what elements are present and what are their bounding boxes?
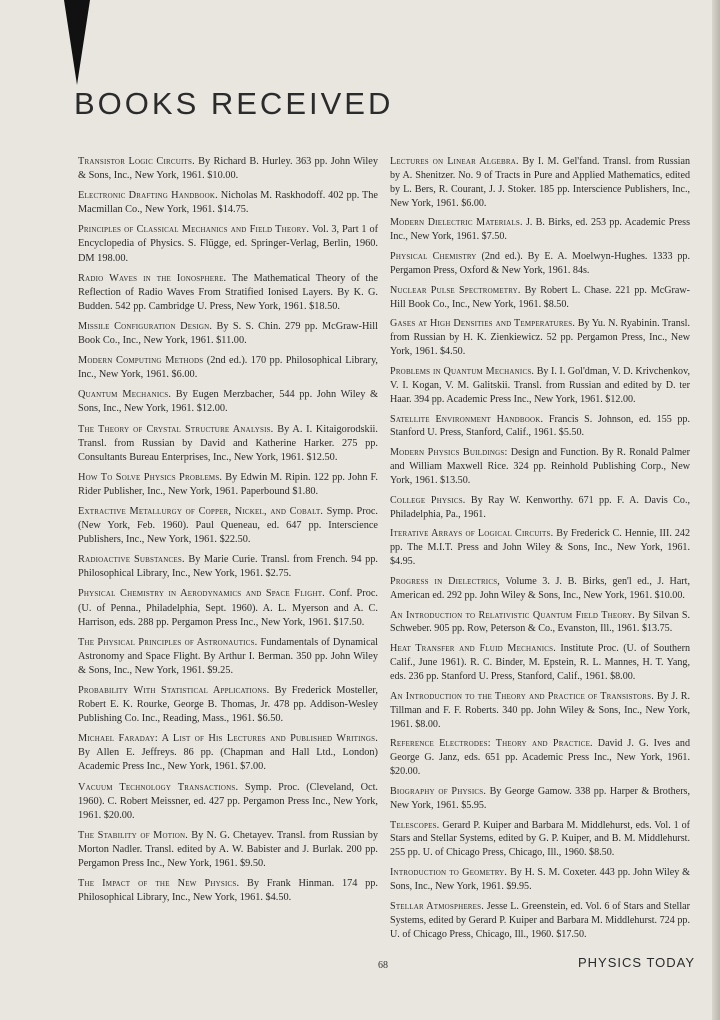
book-entry [390, 446, 690, 488]
book-entry [78, 587, 378, 629]
book-entry [78, 272, 378, 314]
book-entry [78, 189, 378, 217]
book-details: By Marie Curie. Transl. from French. 94 pp. Philosophical Library, Inc., New York, 1961. $2.75. [78, 554, 378, 580]
book-title: Problems in Quantum Mechanics. [390, 365, 535, 377]
book-details: By Frederick Mosteller, Robert E. K. Rourke, George B. Thomas, Jr. 478 pp. Addison-Wesley Publishing Co. Inc., Reading, Mass., 1961. $6.50. [78, 685, 379, 725]
book-title: The Theory of Crystal Structure Analysis. [78, 423, 274, 435]
book-entry [78, 732, 378, 774]
book-title: Principles of Classical Mechanics and Field Theory. [78, 224, 310, 236]
book-entry [78, 320, 378, 348]
book-entry [390, 609, 690, 637]
book-entry [78, 781, 378, 823]
book-title: Probability With Statistical Applications. [78, 685, 270, 696]
book-details: Symp. Proc. (Cleveland, Oct. 1960). C. Robert Meissner, ed. 427 pp. Pergamon Press Inc., New York, 1961. $20.00. [78, 781, 379, 821]
book-details: By Allen E. Jeffreys. 86 pp. (Chapman and Hall Ltd., London) Academic Press Inc., New York, 1961. $7.00. [78, 747, 378, 773]
book-details: By Yu. N. Ryabinin. Transl. from Russian by H. K. Zienkiewicz. 52 pp. Pergamon Press, Inc., New York, 1961. $4.50. [390, 318, 691, 358]
book-entry [78, 471, 378, 499]
book-entry [390, 527, 690, 569]
book-title: Transistor Logic Circuits. [78, 156, 195, 167]
book-title: Extractive Metallurgy of Copper, Nickel, and Cobalt. [78, 505, 324, 517]
book-title: Modern Dielectric Materials. [390, 217, 523, 229]
book-entry [78, 877, 378, 905]
book-details: Volume 3. J. B. Birks, gen'l ed., J. Hart, American ed. 292 pp. John Wiley & Sons, Inc., New York, 1961. $10.00. [390, 575, 690, 601]
book-details: By Frederick C. Hennie, III. 242 pp. The M.I.T. Press and John Wiley & Sons, Inc., New York, 1961. $4.95. [390, 528, 690, 568]
book-entry [390, 900, 690, 942]
book-details: By Frank Hinman. 174 pp. Philosophical Library, Inc., New York, 1961. $4.50. [78, 878, 379, 904]
book-details: Conf. Proc. (U. of Penna., Philadelphia, Sept. 1960). A. L. Myerson and A. C. Harrison, eds. 288 pp. Pergamon Press Inc., New York, 1961. $17.50. [78, 588, 378, 628]
book-title: Gases at High Densities and Temperatures. [390, 318, 576, 330]
book-details: By S. S. Chin. 279 pp. McGraw-Hill Book Co., Inc., New York, 1961. $11.00. [78, 320, 379, 347]
book-title: Vacuum Technology Transactions. [78, 781, 239, 793]
book-title: The Stability of Motion. [78, 829, 189, 841]
book-details: By George Gamow. 338 pp. Harper & Brothers, New York, 1961. $5.95. [390, 785, 691, 811]
page-number: 68 [378, 960, 388, 971]
book-title: Physical Chemistry [390, 251, 477, 263]
book-details: Nicholas M. Raskhodoff. 402 pp. The Macmillan Co., New York, 1961. $14.75. [78, 190, 379, 216]
book-title: Reference Electrodes: Theory and Practice. [390, 738, 593, 750]
book-entry [390, 413, 690, 441]
book-title: Radio Waves in the Ionosphere. [78, 272, 227, 284]
book-title: Physical Chemistry in Aerodynamics and Space Flight. [78, 588, 325, 600]
book-title: Stellar Atmospheres. [390, 900, 484, 912]
book-title: Iterative Arrays of Logical Circuits. [390, 528, 554, 540]
book-entry [390, 575, 690, 603]
book-entry [390, 250, 690, 278]
right-column [390, 155, 690, 947]
book-details: J. B. Birks, ed. 253 pp. Academic Press Inc., New York, 1961. $7.50. [390, 217, 690, 243]
book-title: Biography of Physics. [390, 785, 487, 797]
book-entry [390, 737, 690, 779]
book-entry [78, 636, 378, 678]
book-details: Gerard P. Kuiper and Barbara M. Middlehurst, eds. Vol. 1 of Stars and Stellar Systems, edited by G. P. Kuiper, and B. M. Middlehurst. 255 pp. U. of Chicago Press, Chicago, Ill., 1960. $8.50. [390, 819, 691, 859]
book-details: Design and Function. By R. Ronald Palmer and William Maxwell Rice. 324 pp. Reinhold Publishing Corp., New York, 1961. $13.50. [390, 447, 691, 486]
book-entry [78, 505, 378, 547]
book-entry [390, 155, 690, 210]
book-details: By J. R. Tillman and F. F. Roberts. 340 pp. John Wiley & Sons, Inc., New York, 1961. $8.00. [390, 690, 690, 730]
book-title: Modern Computing Methods [78, 355, 204, 367]
book-title: An Introduction to the Theory and Practice of Transistors. [390, 690, 654, 702]
book-details: By H. S. M. Coxeter. 443 pp. John Wiley & Sons, Inc., New York, 1961. $9.95. [390, 867, 690, 892]
book-title: Radioactive Substances. [78, 554, 185, 566]
book-details: Jesse L. Greenstein, ed. Vol. 6 of Stars and Stellar Systems, edited by Gerard P. Kuiper and Barbara M. Middlehurst. 724 pp. U. of Chicago Press, Chicago, Ill., 1960. $17.50. [390, 900, 691, 940]
book-details: Institute Proc. (U. of Southern Calif., June 1961). R. C. Binder, M. Epstein, R. L. Mannes, H. T. Yang, eds. 236 pp. Stanford U. Press, Stanford, Calif., 1961. $8.00. [390, 643, 690, 682]
book-details: By Edwin M. Ripin. 122 pp. John F. Rider Publisher, Inc., New York, 1961. Paperbound $1.80. [78, 471, 378, 497]
book-details: (2nd ed.). By E. A. Moelwyn-Hughes. 1333 pp. Pergamon Press, Oxford & New York, 1961. 84s. [390, 251, 690, 276]
book-entry [78, 223, 378, 265]
book-title: Electronic Drafting Handbook. [78, 190, 218, 202]
book-entry [78, 423, 378, 465]
book-title: An Introduction to Relativistic Quantum Field Theory. [390, 609, 636, 621]
book-title: The Physical Principles of Astronautics. [78, 636, 258, 648]
decorative-arrow-icon [64, 0, 90, 85]
book-entry [78, 354, 378, 382]
book-details: By Richard B. Hurley. 363 pp. John Wiley & Sons, Inc., New York, 1961. $10.00. [78, 156, 378, 182]
book-details: By I. M. Gel'fand. Transl. from Russian by A. Shenitzer. No. 9 of Tracts in Pure and Applied Mathematics, edited by L. Bers, R. Courant, J. J. Stoker. 185 pp. Interscience Publishers, Inc., New York, 1961. $6.00. [390, 156, 690, 209]
book-entry [78, 388, 378, 416]
book-title: Satellite Environment Handbook. [390, 413, 544, 425]
journal-name: PHYSICS TODAY [578, 955, 696, 970]
left-column [78, 155, 378, 911]
book-details: (2nd ed.). 170 pp. Philosophical Library, Inc., New York, 1961. $6.00. [78, 355, 379, 381]
book-entry [78, 553, 378, 581]
book-details: Symp. Proc. (New York, Feb. 1960). Paul Queneau, ed. 647 pp. Interscience Publishers, Inc., New York, 1961. $22.50. [78, 505, 378, 546]
book-title: How To Solve Physics Problems. [78, 471, 223, 483]
book-entry [390, 819, 690, 861]
book-title: Progress in Dielectrics, [390, 575, 501, 587]
book-title: Michael Faraday: A List of His Lectures and Published Writings. [78, 733, 378, 745]
book-title: Quantum Mechanics. [78, 389, 172, 401]
book-details: David J. G. Ives and George G. Janz, eds. 651 pp. Academic Press Inc., New York, 1961. $20.00. [390, 738, 690, 778]
book-title: College Physics. [390, 494, 466, 506]
book-entry [390, 365, 690, 407]
book-details: The Mathematical Theory of the Reflection of Radio Waves From Stratified Ionised Layers. By K. G. Budden. 542 pp. Cambridge U. Press, New York, 1961. $18.50. [78, 272, 379, 312]
book-details: By I. I. Gol'dman, V. D. Krivchenkov, V. I. Kogan, V. M. Galitskii. Transl. from Russian and edited by D. ter Haar. 394 pp. Academic Press Inc., New York, 1961. $12.00. [390, 365, 690, 405]
book-details: By Eugen Merzbacher, 544 pp. John Wiley & Sons, Inc., New York, 1961. $12.00. [78, 389, 378, 415]
paper-edge [712, 0, 720, 1020]
book-details: By Robert L. Chase. 221 pp. McGraw-Hill Book Co., Inc., New York, 1961. $8.50. [390, 284, 690, 310]
book-title: The Impact of the New Physics. [78, 878, 240, 890]
book-entry [390, 785, 690, 813]
book-details: By A. I. Kitaigorodskii. Transl. from Russian by David and Katherine Harker. 275 pp. Consultants Bureau Enterprises, Inc., New York, 1961. $12.50. [78, 423, 378, 463]
book-entry [390, 866, 690, 894]
book-details: Francis S. Johnson, ed. 155 pp. Stanford U. Press, Stanford, Calif., 1961. $5.50. [390, 413, 690, 439]
book-entry [390, 690, 690, 732]
book-title: Introduction to Geometry. [390, 867, 508, 879]
book-title: Lectures on Linear Algebra. [390, 156, 519, 167]
book-entry [390, 494, 690, 522]
book-entry [390, 317, 690, 359]
book-details: Vol. 3, Part 1 of Encyclopedia of Physics. S. Flügge, ed. Springer-Verlag, Berlin, 1960. DM 198.00. [78, 224, 379, 264]
book-entry [390, 216, 690, 244]
book-details: Fundamentals of Dynamical Astronomy and Space Flight. By Arthur I. Berman. 350 pp. John Wiley & Sons, Inc., New York, 1961. $9.25. [78, 636, 379, 676]
book-entry [78, 684, 378, 726]
book-title: Missile Configuration Design. [78, 320, 213, 332]
page-title: BOOKS RECEIVED [74, 86, 394, 121]
book-title: Nuclear Pulse Spectrometry. [390, 284, 521, 296]
book-title: Heat Transfer and Fluid Mechanics. [390, 643, 556, 655]
book-entry [390, 284, 690, 312]
book-details: By N. G. Chetayev. Transl. from Russian by Morton Nadler. Transl. edited by A. W. Babister and J. Burlak. 200 pp. Pergamon Press Inc., New York, 1961. $9.50. [78, 829, 378, 870]
book-entry [78, 829, 378, 871]
book-details: By Ray W. Kenworthy. 671 pp. F. A. Davis Co., Philadelphia, Pa., 1961. [390, 494, 690, 520]
book-entry [78, 155, 378, 183]
book-title: Modern Physics Buildings: [390, 447, 508, 459]
book-details: By Silvan S. Schweber. 905 pp. Row, Peterson & Co., Evanston, Ill., 1961. $13.75. [390, 609, 690, 635]
book-title: Telescopes. [390, 819, 440, 831]
book-entry [390, 642, 690, 684]
